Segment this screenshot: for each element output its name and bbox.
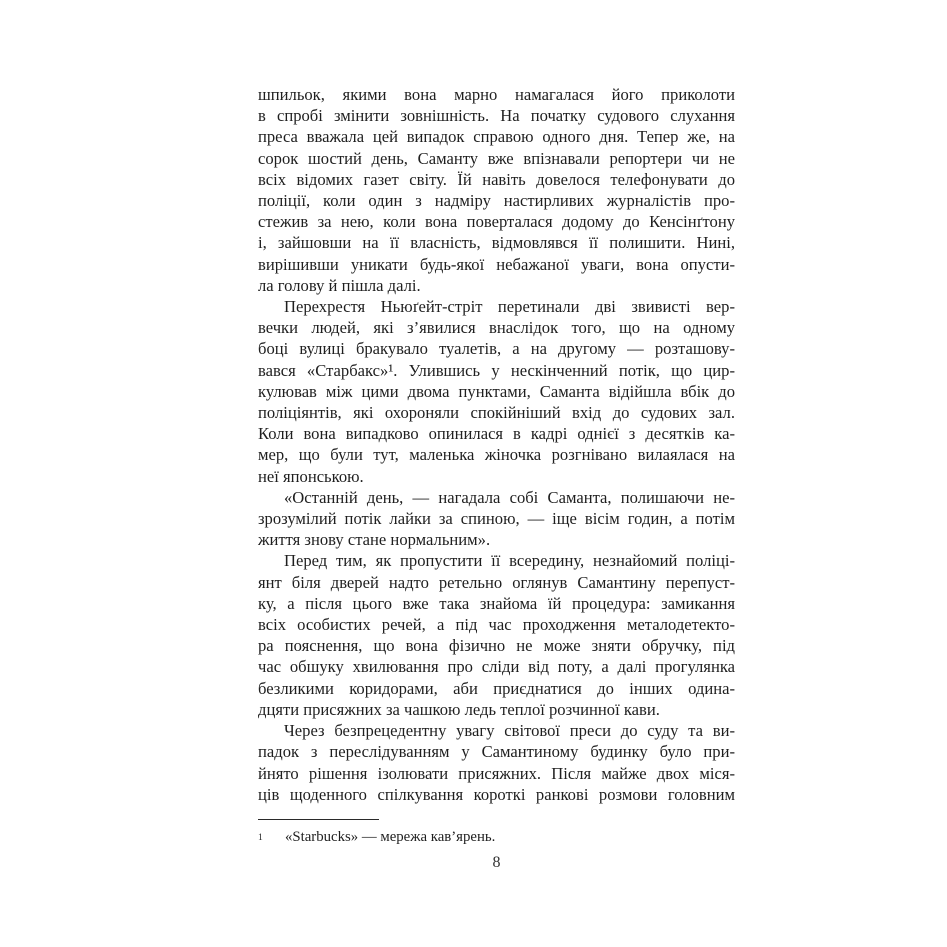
- text-line: поліції, коли один з надміру настирливих журналістів про-: [258, 191, 735, 211]
- footnote-text: «Starbucks» — мережа кав’ярень.: [285, 829, 496, 845]
- text-line: життя знову стане нормальним».: [258, 530, 491, 550]
- text-line: стежив за нею, коли вона поверталася додому до Кенсінґтону: [258, 212, 735, 232]
- text-line: ку, а після цього вже така знайома їй процедура: замикання: [258, 593, 735, 613]
- text-line: «Останній день, — нагадала собі Саманта, полишаючи не-: [284, 487, 735, 507]
- text-line: вирішивши уникати будь-якої небажаної уваги, вона опусти-: [258, 254, 735, 274]
- text-line: всіх особистих речей, а під час проходження металодетекто-: [258, 615, 735, 635]
- text-line: Через безпрецедентну увагу світової преси до суду та ви-: [284, 721, 735, 741]
- text-line: Перед тим, як пропустити її всередину, незнайомий поліці-: [284, 551, 735, 571]
- text-line: дцяти присяжних за чашкою ледь теплої розчинної кави.: [258, 699, 660, 719]
- text-line: сорок шостий день, Саманту вже впізнавали репортери чи не: [258, 148, 735, 168]
- footnote: [258, 828, 735, 847]
- text-line: янт біля дверей надто ретельно оглянув Самантину перепуст-: [258, 572, 735, 592]
- text-line: кулював між цими двома пунктами, Саманта відійшла вбік до: [258, 381, 735, 401]
- text-line: йнято рішення ізолювати присяжних. Після майже двох міся-: [258, 763, 735, 783]
- footnote-marker: 1: [258, 833, 263, 843]
- text-line: преса вважала цей випадок справою одного дня. Тепер же, на: [258, 127, 735, 147]
- text-line: ра пояснення, що вона фізично не може зняти обручку, під: [258, 636, 735, 656]
- paragraph: [258, 550, 735, 720]
- text-line: всіх відомих газет світу. Їй навіть довелося телефонувати до: [258, 169, 735, 189]
- text-line: зрозумілий потік лайки за спиною, — іще вісім годин, а потім: [258, 509, 735, 529]
- text-line: поліціянтів, які охороняли спокійніший вхід до судових зал.: [258, 403, 735, 423]
- footnote-divider: [258, 819, 379, 820]
- page-number: 8: [492, 854, 501, 871]
- text-line: боці вулиці бракувало туалетів, а на другому — розташову-: [258, 339, 735, 359]
- text-line: неї японською.: [258, 466, 364, 486]
- text-line: Перехрестя Ньюґейт-стріт перетинали дві звивисті вер-: [284, 297, 735, 317]
- paragraph: [258, 487, 735, 551]
- text-line: Коли вона випадково опинилася в кадрі однієї з десятків ка-: [258, 424, 735, 444]
- paragraph: [258, 296, 735, 487]
- text-line: мер, що були тут, маленька жіночка розгнівано вилаялася на: [258, 445, 735, 465]
- text-line: і, зайшовши на її власність, відмовлявся її полишити. Нині,: [258, 233, 735, 253]
- text-line: вався «Старбакс»¹. Улившись у нескінченний потік, що цир-: [258, 360, 735, 380]
- text-line: час обшуку хвилювання про сліди від поту, а далі прогулянка: [258, 657, 735, 677]
- text-line: шпильок, якими вона марно намагалася його приколоти: [258, 85, 735, 104]
- paragraph: [258, 720, 735, 805]
- paragraph: [258, 84, 735, 296]
- text-line: вечки людей, які з’явилися внаслідок того, що на одному: [258, 318, 735, 338]
- text-line: в спробі змінити зовнішність. На початку судового слухання: [258, 106, 735, 126]
- text-line: ла голову й пішла далі.: [258, 275, 421, 295]
- body-text: [258, 84, 735, 805]
- text-line: ців щоденного спілкування короткі ранкові розмови головним: [258, 784, 735, 804]
- text-line: падок з переслідуванням у Самантиному будинку було при-: [258, 742, 735, 762]
- text-line: безликими коридорами, аби приєднатися до інших одина-: [258, 678, 735, 698]
